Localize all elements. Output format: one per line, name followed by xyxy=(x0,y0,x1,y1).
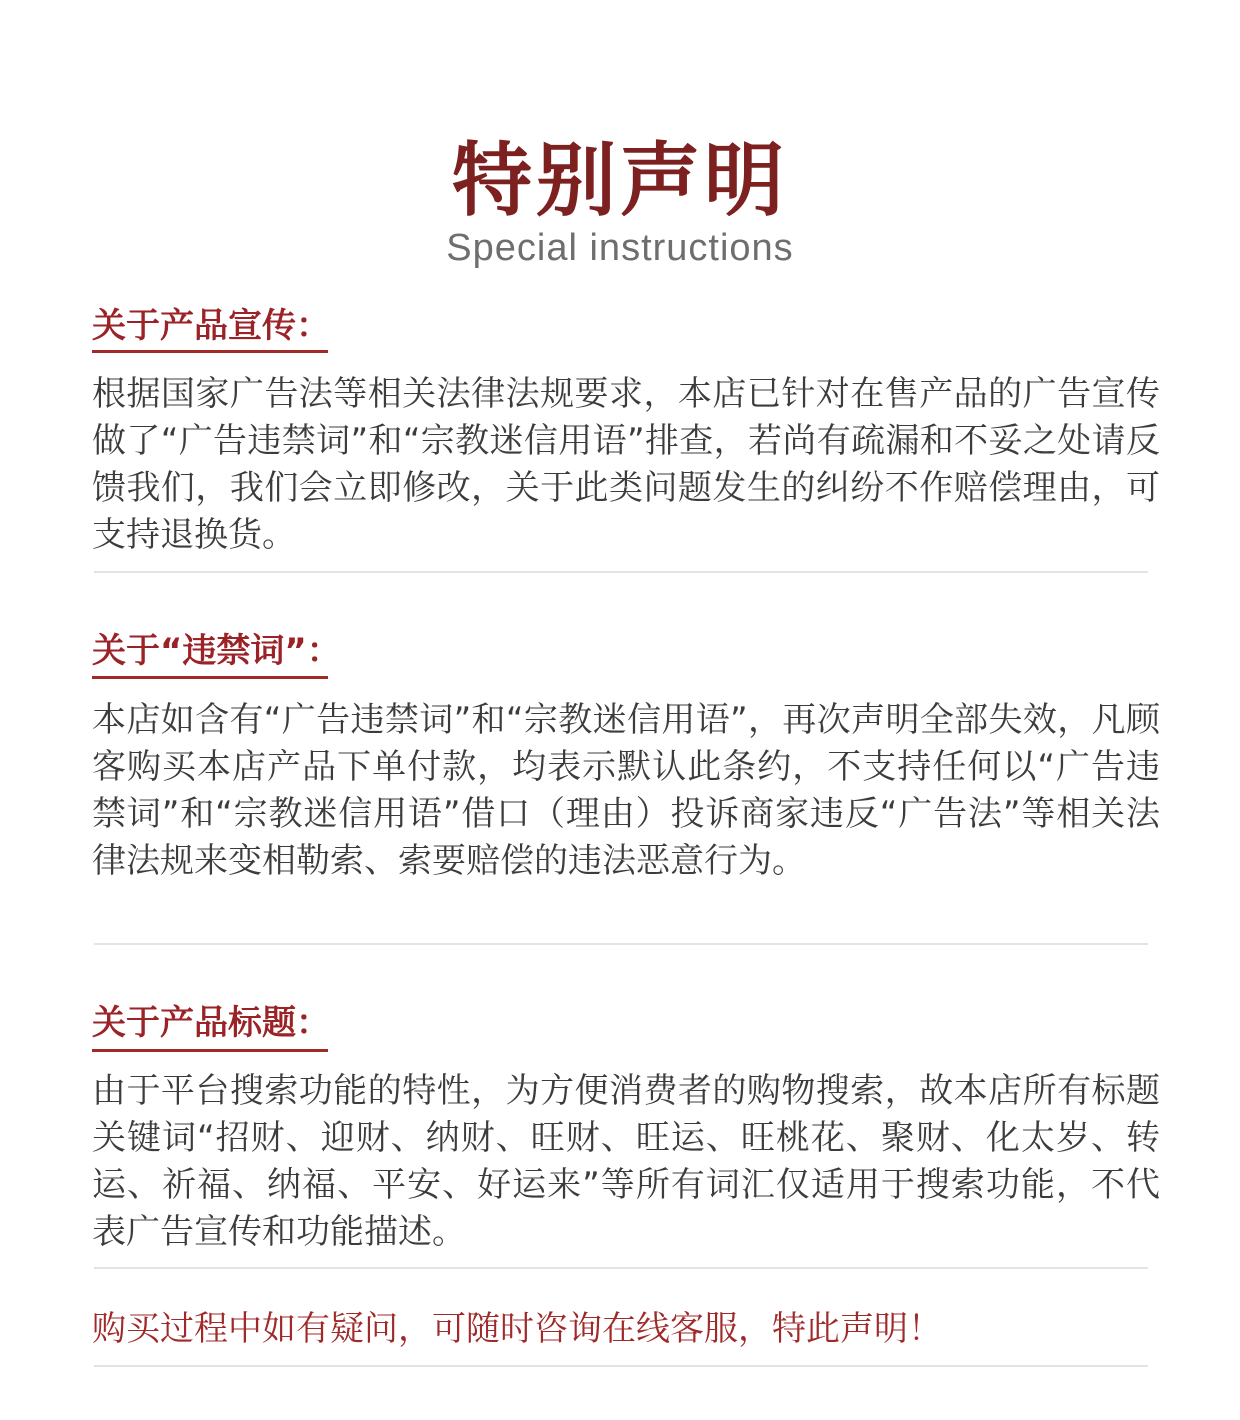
section-divider xyxy=(94,943,1148,945)
section-divider xyxy=(94,1267,1148,1269)
section-heading-product-promotion: 关于产品宣传： xyxy=(92,306,330,346)
section-body-product-promotion: 根据国家广告法等相关法律法规要求，本店已针对在售产品的广告宣传做了“广告违禁词”和“宗教迷信用语”排查，若尚有疏漏和不妥之处请反馈我们，我们会立即修改，关于此类问题发生的纠纷不作赔偿理由，可支持退换货。 xyxy=(92,374,1160,555)
heading-underline xyxy=(92,350,328,353)
footer-divider xyxy=(94,1365,1148,1367)
section-heading-product-title: 关于产品标题： xyxy=(92,1003,330,1043)
page-title: 特别声明 xyxy=(452,133,788,227)
section-body-prohibited-words: 本店如含有“广告违禁词”和“宗教迷信用语”，再次声明全部失效，凡顾客购买本店产品下单付款，均表示默认此条约，不支持任何以“广告违禁词”和“宗教迷信用语”借口（理由）投诉商家违反“广告法”等相关法律法规来变相勒索、索要赔偿的违法恶意行为。 xyxy=(92,700,1160,881)
section-body-product-title: 由于平台搜索功能的特性，为方便消费者的购物搜索，故本店所有标题关键词“招财、迎财、纳财、旺财、旺运、旺桃花、聚财、化太岁、转运、祈福、纳福、平安、好运来”等所有词汇仅适用于搜索功能，不代表广告宣传和功能描述。 xyxy=(92,1071,1160,1252)
heading-underline xyxy=(92,676,328,679)
section-divider xyxy=(94,571,1148,573)
page-subtitle: Special instructions xyxy=(446,227,794,269)
section-heading-prohibited-words: 关于“违禁词”： xyxy=(92,631,341,671)
heading-underline xyxy=(92,1049,328,1052)
footer-notice: 购买过程中如有疑问，可随时咨询在线客服，特此声明！ xyxy=(92,1309,942,1349)
